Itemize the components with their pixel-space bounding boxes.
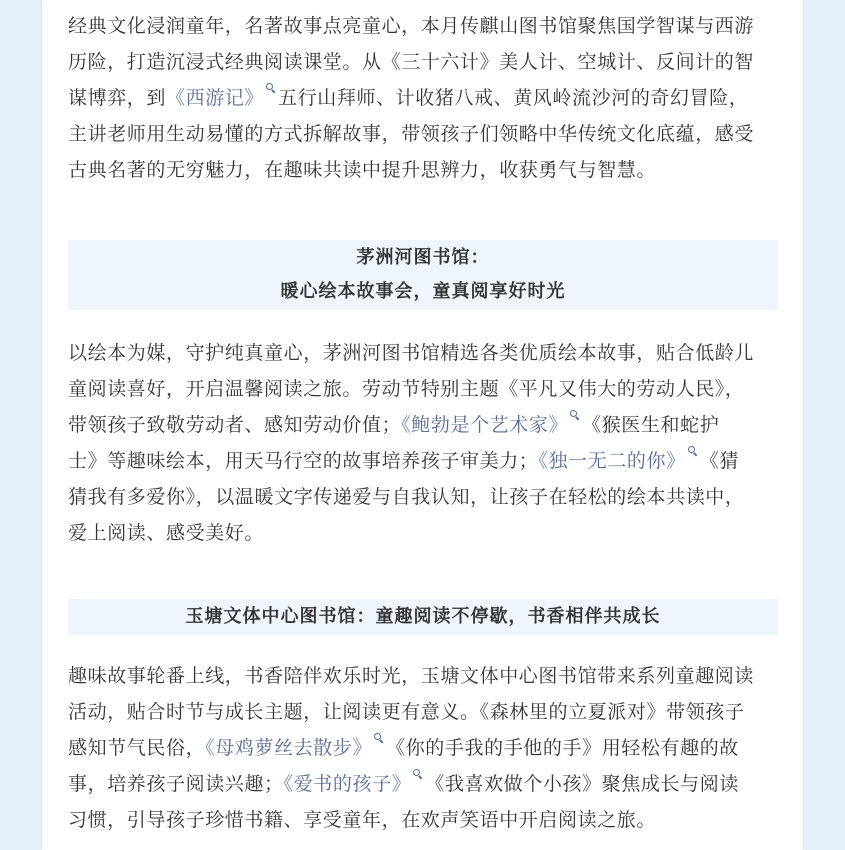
heading-line: 玉塘文体中心图书馆：童趣阅读不停歇，书香相伴共成长 (185, 606, 661, 627)
book-link[interactable]: 《爱书的孩子》 (283, 773, 412, 795)
search-icon[interactable] (687, 443, 699, 461)
section-heading-yutang (68, 599, 778, 635)
paragraph-line (68, 152, 780, 188)
text-run: 趣味故事轮番上线，书香陪伴欢乐时光，玉塘文体中心图书馆带来系列童趣阅读 (68, 665, 755, 687)
text-run: 《你的手我的手他的手》用轻松有趣的故 (386, 737, 739, 759)
text-run: 主讲老师用生动易懂的方式拆解故事，带领孩子们领略中华传统文化底蕴，感受 (68, 123, 755, 145)
paragraph-line (68, 766, 780, 802)
text-run: 《我喜欢做个小孩》聚焦成长与阅读 (425, 773, 739, 795)
search-icon[interactable] (412, 766, 424, 784)
text-run: 活动，贴合时节与成长主题，让阅读更有意义。《森林里的立夏派对》带领孩子 (68, 701, 745, 723)
text-run: 童阅读喜好，开启温馨阅读之旅。劳动节特别主题《平凡又伟大的劳动人民》， (68, 378, 745, 400)
text-run: 古典名著的无穷魅力，在趣味共读中提升思辨力，收获勇气与智慧。 (68, 159, 657, 181)
maozhouhe-paragraph (68, 335, 780, 551)
search-icon[interactable] (569, 407, 581, 425)
paragraph-line (68, 515, 780, 551)
text-run: 爱上阅读、感受美好。 (68, 522, 265, 544)
paragraph-line (68, 371, 780, 407)
paragraph-line (68, 44, 780, 80)
paragraph-line (68, 802, 780, 838)
text-run: 《猜 (699, 450, 739, 472)
article-card (42, 0, 803, 850)
text-run: 五行山拜师、计收猪八戒、黄风岭流沙河的奇幻冒险， (278, 87, 749, 109)
text-run: 习惯，引导孩子珍惜书籍、享受童年，在欢声笑语中开启阅读之旅。 (68, 809, 657, 831)
text-run: 历险，打造沉浸式经典阅读课堂。从《三十六计》美人计、空城计、反间计的智 (68, 51, 755, 73)
section-heading-maozhouhe (68, 240, 778, 310)
search-icon[interactable] (265, 80, 277, 98)
paragraph-line (68, 335, 780, 371)
book-link[interactable]: 《鲍勃是个艺术家》 (401, 414, 569, 436)
text-run: 猜我有多爱你》，以温暖文字传递爱与自我认知，让孩子在轻松的绘本共读中， (68, 486, 745, 508)
heading-line: 茅洲河图书馆： (356, 247, 490, 268)
book-link[interactable]: 《西游记》 (166, 87, 265, 109)
paragraph-line (68, 443, 780, 479)
paragraph-line (68, 116, 780, 152)
text-run: 事，培养孩子阅读兴趣； (68, 773, 284, 795)
paragraph-line (68, 730, 780, 766)
text-run: 士》等趣味绘本，用天马行空的故事培养孩子审美力； (68, 450, 539, 472)
paragraph-line (68, 479, 780, 515)
text-run: 谋博弈，到 (68, 87, 167, 109)
heading-line: 暖心绘本故事会，童真阅享好时光 (280, 281, 566, 302)
book-link[interactable]: 《母鸡萝丝去散步》 (205, 737, 373, 759)
search-icon[interactable] (373, 730, 385, 748)
intro-paragraph (68, 8, 780, 188)
text-run: 《猴医生和蛇护 (582, 414, 720, 436)
text-run: 经典文化浸润童年，名著故事点亮童心，本月传麒山图书馆聚焦国学智谋与西游 (68, 15, 755, 37)
book-link[interactable]: 《独一无二的你》 (538, 450, 686, 472)
text-run: 感知节气民俗， (68, 737, 206, 759)
paragraph-line (68, 80, 780, 116)
text-run: 带领孩子致敬劳动者、感知劳动价值； (68, 414, 402, 436)
paragraph-line (68, 658, 780, 694)
paragraph-line (68, 8, 780, 44)
paragraph-line (68, 694, 780, 730)
paragraph-line (68, 407, 780, 443)
yutang-paragraph (68, 658, 780, 838)
text-run: 以绘本为媒，守护纯真童心，茅洲河图书馆精选各类优质绘本故事，贴合低龄儿 (68, 342, 755, 364)
